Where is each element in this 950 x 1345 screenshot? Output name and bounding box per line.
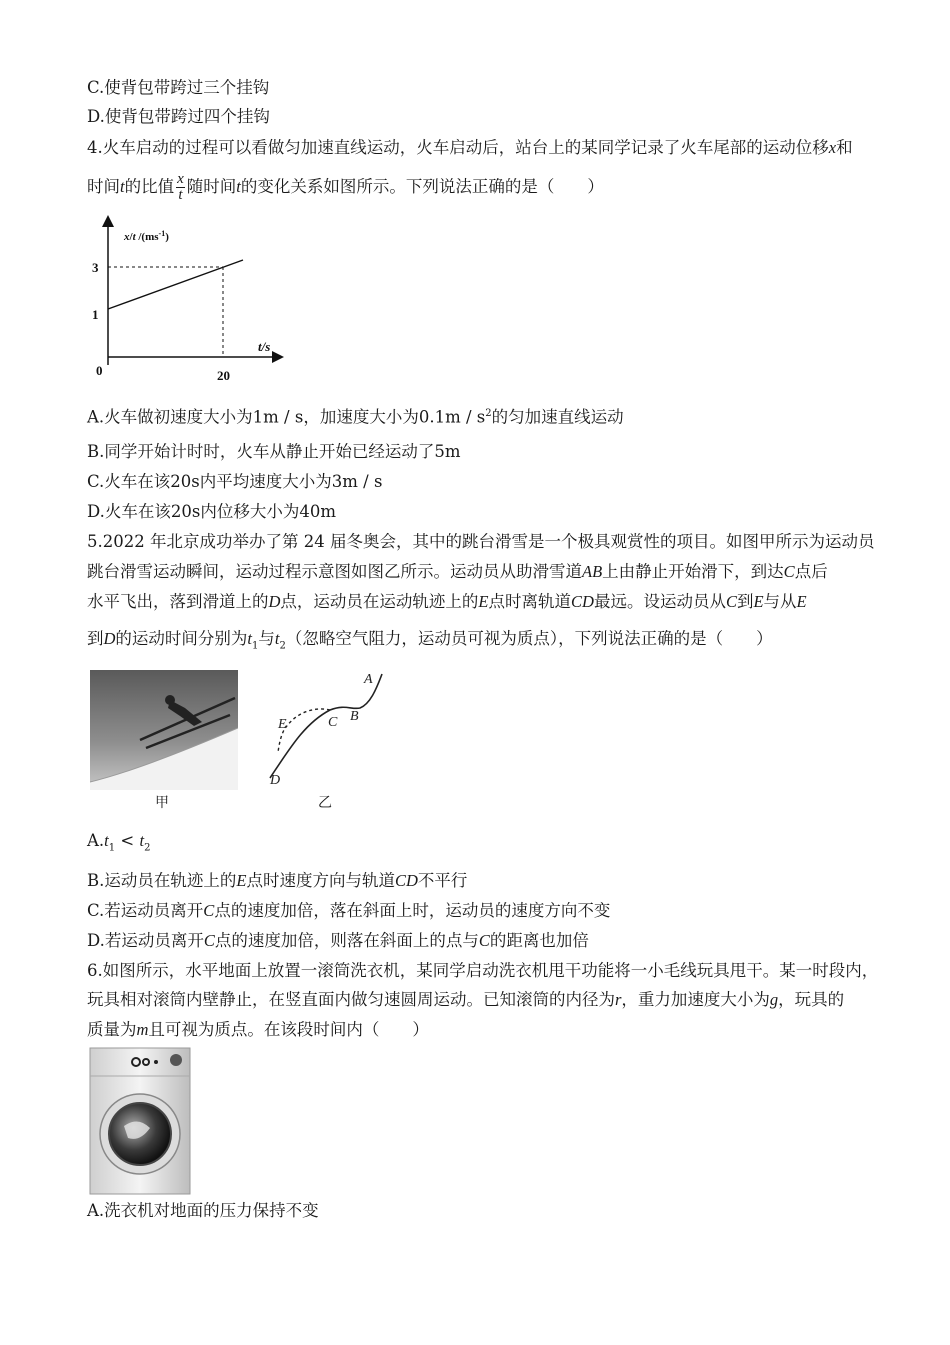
- fig-label-yi: 乙: [318, 795, 332, 811]
- x-axis-label: t/s: [258, 339, 271, 354]
- svg-text:E: E: [278, 717, 287, 732]
- q3-option-c: C.使背包带跨过三个挂钩: [87, 78, 270, 97]
- x-tick-20: 20: [217, 368, 230, 383]
- y-tick-1: 1: [92, 307, 99, 322]
- q5-stem-line1: 5.2022 年北京成功举办了第 24 届冬奥会，其中的跳台滑雪是一个极具观赏性的项目。如图甲所示为运动员: [87, 532, 875, 551]
- svg-text:B: B: [350, 709, 359, 724]
- q5-stem-line4: 到D的运动时间分别为$t_1$与$t_2$（忽略空气阻力，运动员可视为质点），下列说法正确的是（ ）: [87, 629, 773, 652]
- q4-stem-line1: 4.火车启动的过程可以看做匀加速直线运动，火车启动后，站台上的某同学记录了火车尾部的运动位移x和: [87, 138, 853, 157]
- q6-option-a: A.洗衣机对地面的压力保持不变: [87, 1201, 319, 1220]
- q4-option-d: D.火车在该20s内位移大小为40m: [87, 502, 337, 521]
- q4-velocity-graph: [88, 215, 288, 387]
- q6-stem-line1: 6.如图所示，水平地面上放置一滚筒洗衣机，某同学启动洗衣机甩干功能将一小毛线玩具甩干。某一时段内，: [87, 961, 879, 980]
- q4-option-a: A.火车做初速度大小为1m / s，加速度大小为$0.1m / s^2$的匀加速直线运动: [87, 407, 624, 427]
- ski-jump-photo: [90, 670, 238, 790]
- y-axis-label: x/t $/(ms^{-1})$: [124, 229, 169, 243]
- origin-label: 0: [96, 363, 103, 378]
- q5-option-b: B.运动员在轨迹上的E点时速度方向与轨道CD不平行: [87, 871, 468, 890]
- svg-text:D: D: [270, 773, 281, 788]
- x-over-t-fraction: $\frac{x}{t}$: [177, 171, 184, 203]
- svg-text:C: C: [328, 715, 338, 730]
- svg-text:A: A: [364, 672, 373, 687]
- q5-option-c: C.若运动员离开C点的速度加倍，落在斜面上时，运动员的速度方向不变: [87, 901, 611, 920]
- fig-label-jia: 甲: [155, 795, 169, 811]
- q6-stem-line3: 质量为m且可视为质点。在该段时间内（ ）: [87, 1020, 429, 1039]
- washing-machine-image: [88, 1046, 192, 1196]
- q3-option-d: D.使背包带跨过四个挂钩: [87, 107, 270, 126]
- q6-stem-line2: 玩具相对滚筒内壁静止，在竖直面内做匀速圆周运动。已知滚筒的内径为r，重力加速度大小为g，玩具的: [87, 990, 845, 1009]
- q5-option-d: D.若运动员离开C点的速度加倍，则落在斜面上的点与C的距离也加倍: [87, 931, 589, 950]
- q5-option-a: $A.t_1 < t_2$: [87, 831, 151, 854]
- trajectory-diagram: [260, 668, 390, 808]
- q4-stem-line2: 时间t的比值 $\frac{x}{t}$ 随时间t的变化关系如图所示。下列说法正确的是（ ）: [87, 171, 604, 203]
- q4-option-b: B.同学开始计时时，火车从静止开始已经运动了5m: [87, 442, 461, 461]
- y-tick-3: 3: [92, 260, 99, 275]
- q4-option-c: C.火车在该20s内平均速度大小为3m / s: [87, 472, 383, 491]
- q5-stem-line3: 水平飞出，落到滑道上的D点，运动员在运动轨迹上的E点时离轨道CD最远。设运动员从C到E与从E: [87, 592, 807, 611]
- q5-stem-line2: 跳台滑雪运动瞬间，运动过程示意图如图乙所示。运动员从助滑雪道AB上由静止开始滑下，到达C点后: [87, 562, 828, 581]
